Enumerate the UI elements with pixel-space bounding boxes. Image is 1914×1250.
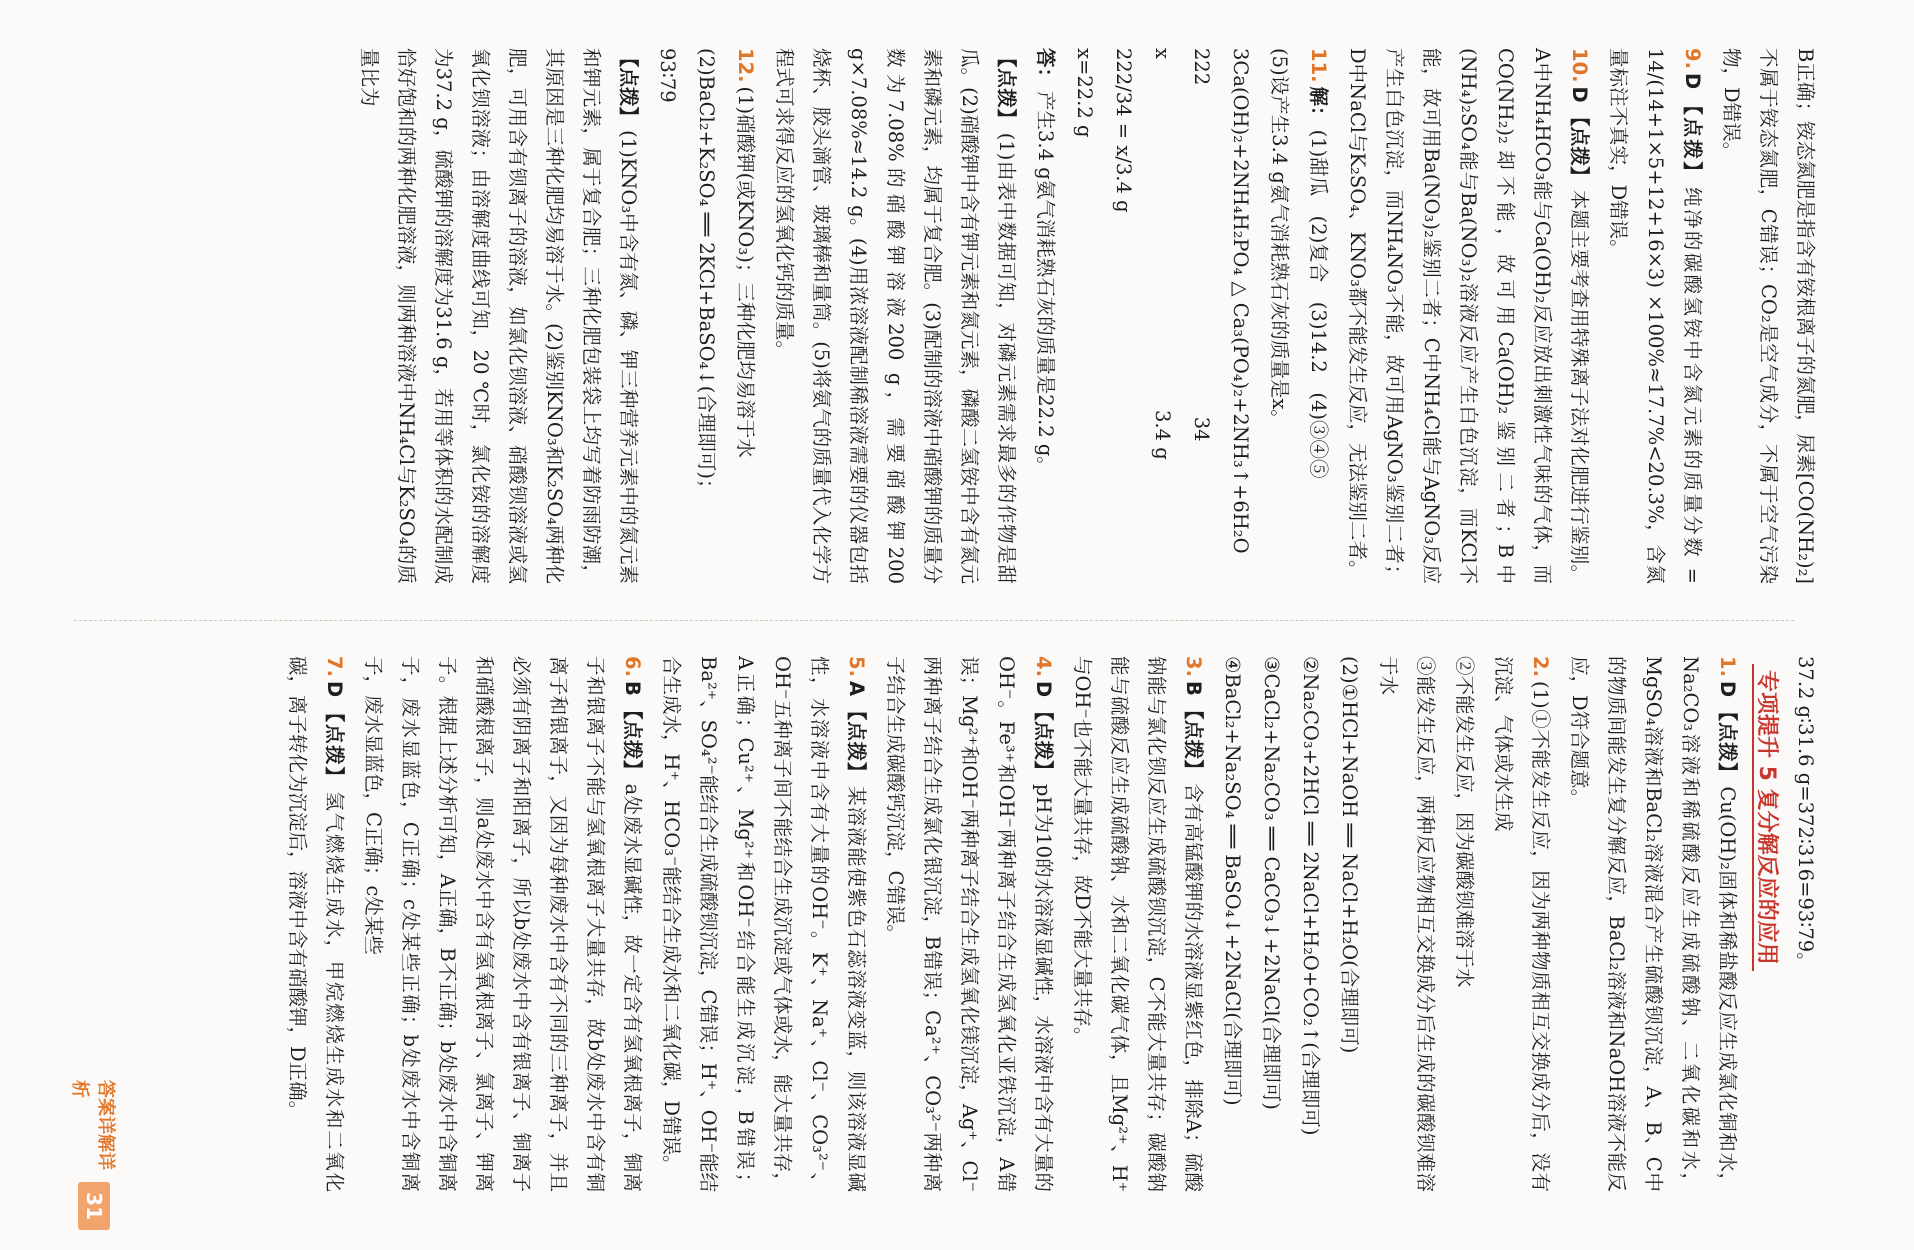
answer-item (1787, 656, 1824, 1192)
answer-text: 3Ca(OH)₂+2NH₄H₂PO₄ △ Ca₃(PO₄)₂+2NH₃↑+6H₂O (1229, 48, 1252, 554)
answer-text: (5)设产生3.4 g氨气消耗熟石灰的质量是x。 (1268, 48, 1291, 429)
answer-text: ④BaCl₂+Na₂SO₄ ══ BaSO₄↓+2NaCl(合理即可) (1221, 656, 1244, 1106)
answer-item (1183, 48, 1220, 584)
answer-item (1600, 48, 1711, 584)
answer-item (355, 656, 651, 1192)
answer-text: B正确；铵态氮肥是指含有铵根离子的氮肥，尿素[CO(NH₂)₂]不属于铵态氮肥，C错误；CO₂是空气成分，不属于空气污染物，D错误。 (1720, 48, 1817, 584)
hint-tag: 【点拨】 (1182, 699, 1205, 780)
answer-text: ③能发生反应，两种反应物相互交换成分后生成的碳酸钡难溶于水 (1377, 656, 1437, 1192)
answer-text: 产生3.4 g氨气消耗熟石灰的质量是22.2 g。 (1034, 91, 1057, 476)
answer-text: (1)①不能发生反应，因为两种物质相互交换成分后，没有沉淀、气体或水生成 (1492, 656, 1552, 1192)
answer-text: 本题主要考查用特殊离子法对化肥进行鉴别。A中NH₄HCO₃能与Ca(OH)₂反应放出刺激性气味的气体，而CO(NH₂)₂却不能，故可用Ca(OH)₂鉴别二者；B中(NH₄)₂SO₄能与Ba(NO₃)₂溶液反应产生白色沉淀，而KCl不能，故可用Ba(NO₃)₂鉴别二者；C中NH₄Cl能与AgNO₃反应产生白色沉淀，而NH₄NO₃不能，故可用AgNO₃鉴别二者；D中NaCl与K₂SO₄、KNO₃都不能发生反应，无法鉴别二者。 (1346, 48, 1591, 584)
hint-tag: 【点拨】 (1681, 93, 1704, 184)
answer-item (1485, 656, 1559, 1192)
hint-tag: 【点拨】 (845, 700, 868, 783)
answer-item (279, 656, 353, 1192)
answer-item (1214, 656, 1251, 1192)
answer-text: 222/34 = x/3.4 g (1112, 48, 1135, 213)
answer-item (766, 48, 1025, 584)
question-number: 12. (734, 48, 757, 83)
answer-text: Cu(OH)₂固体和稀盐酸反应生成氯化铜和水，Na₂CO₃溶液和稀硫酸反应生成硫酸钠、二氧化碳和水，MgSO₄溶液和BaCl₂溶液混合产生硫酸钡沉淀，A、B、C中的物质间能发生复分解反应，BaCl₂溶液和NaOH溶液不能反应，D符合题意。 (1568, 656, 1739, 1192)
right-column (0, 640, 1914, 1208)
footer-label: 答案详解详析 (69, 1080, 116, 1170)
answer-item (727, 48, 764, 584)
answer-text: 氢气燃烧生成水，甲烷燃烧生成水和二氧化碳，离子转化为沉淀后，溶液中含有硝酸钾，D正确。 (286, 656, 346, 1192)
answer-item (653, 656, 875, 1192)
answer-item (1713, 48, 1824, 584)
question-number: 2. (1529, 656, 1552, 677)
left-column (0, 32, 1914, 600)
answer-text: x 3.4 g (1151, 48, 1174, 460)
answer-item (1253, 656, 1290, 1192)
column-divider (74, 620, 1794, 621)
question-number: 3. (1182, 656, 1205, 677)
hint-tag: 【点拨】 (621, 699, 644, 780)
answer-item (877, 656, 1062, 1192)
answer-choice: D (323, 680, 346, 698)
question-number: 5. (845, 656, 868, 677)
answer-text: (2)BaCl₂+K₂SO₄ ══ 2KCl+BaSO₄↓(合理即可)； (695, 48, 718, 499)
answer-item (1370, 656, 1444, 1192)
answer-item (351, 48, 647, 584)
answer-item (1561, 656, 1746, 1192)
answer-choice: 解： (1307, 86, 1330, 126)
answer-text: (1)硝酸钾(或KNO₃)；三种化肥均易溶于水 (734, 86, 757, 458)
question-number: 11. (1307, 48, 1330, 83)
question-number: 6. (621, 656, 644, 677)
answer-choice: B (621, 680, 644, 696)
answer-text: 93∶79 (656, 48, 679, 103)
answer-item (1222, 48, 1259, 584)
answer-item (1292, 656, 1329, 1192)
question-number: 1. (1716, 656, 1739, 677)
answer-item (1066, 48, 1103, 584)
answer-text: (2)①HCl+NaOH ══ NaCl+H₂O(合理即可) (1338, 656, 1361, 1054)
hint-tag: 【点拨】 (617, 48, 640, 127)
answer-text: 222 34 (1190, 48, 1213, 442)
answer-text: 纯净的碳酸氢铵中含氮元素的质量分数 = 14/(14+1×5+12+16×3) ×100%≈17.7%<20.3%，含氮量标注不真实，D错误。 (1607, 48, 1704, 584)
answer-choice: D (1032, 680, 1055, 698)
answer-item (1027, 48, 1064, 584)
question-number: 7. (323, 656, 346, 677)
answer-text: ②不能发生反应，因为碳酸钡难溶于水 (1453, 656, 1476, 988)
page-footer (54, 1080, 134, 1230)
answer-choice: B (1182, 680, 1205, 696)
answer-text: 含有高锰酸钾的水溶液显紫红色，排除A；硫酸钠能与氯化钡反应生成硫酸钡沉淀，C不能大量共存；碳酸钠能与硫酸反应生成硫酸钠、水和二氧化碳气体，且Mg²⁺、H⁺与OH⁻也不能大量共存，故D不能大量共存。 (1071, 656, 1205, 1192)
answer-item (1446, 656, 1483, 1192)
answer-text: a处废水显碱性，故一定含有氢氧根离子，铜离子和银离子不能与氢氧根离子大量共存，故b处废水中含有铜离子和银离子，又因为每种废水中含有不同的三种离子，并且必须有阴离子和阳离子，所以b处废水中含有银离子、铜离子和硝酸根离子，则a处废水中含有氢氧根离子、氯离子、钾离子。根据上述分析可知，A正确，B不正确；b处废水中含铜离子，废水显蓝色，C正确；c处某些正确；b处废水中含铜离子，废水显蓝色，C正确；c处某些 (362, 656, 644, 1192)
answer-item (688, 48, 725, 584)
answer-choice: D (1681, 72, 1704, 90)
section-title: 专项提升 5 复分解反应的应用 (1752, 664, 1779, 971)
hint-tag: 【点拨】 (995, 48, 1018, 129)
answer-choice: D (1568, 86, 1591, 103)
answer-choice: A (845, 680, 868, 697)
question-number: 10. (1568, 48, 1591, 83)
answer-text: 37.2 g∶31.6 g=372∶316=93∶79。 (1794, 656, 1817, 972)
hint-tag: 【点拨】 (1716, 701, 1739, 783)
answer-text: ③CaCl₂+Na₂CO₃ ══ CaCO₃↓+2NaCl(合理即可) (1260, 656, 1283, 1110)
answer-choice: D (1716, 680, 1739, 698)
answer-item (1261, 48, 1298, 584)
answer-item (1144, 48, 1181, 584)
answer-item (1331, 656, 1368, 1192)
question-number: 9. (1681, 48, 1704, 69)
answer-text: ②Na₂CO₃+2HCl ══ 2NaCl+H₂O+CO₂↑(合理即可) (1299, 656, 1322, 1136)
answer-text: (1)由表中数据可知，对磷元素需求最多的作物是甜瓜。(2)硝酸钾中含有钾元素和氮元素，磷酸二氢铵中含有氮元素和磷元素，均属于复合肥。(3)配制的溶液中硝酸钾的质量分数为7.08%的硝酸钾溶液200 g，需要硝酸钾200 g×7.08%≈14.2 g。(4)用浓溶液配制稀溶液需要的仪器包括烧杯、胶头滴管、玻璃棒和量筒。(5)将氨气的质量代入化学方程式可求得反应的氢氧化钙的质量。 (773, 48, 1018, 584)
answer-text: x=22.2 g (1073, 48, 1096, 138)
answer-text: 某溶液能使紫色石蕊溶液变蓝，则该溶液显碱性，水溶液中含有大量的OH⁻。K⁺、Na⁺、Cl⁻、CO₃²⁻、OH⁻五种离子间不能结合生成沉淀或气体或水，能大量共存，A正确；Cu²⁺、Mg²⁺和OH⁻结合能生成沉淀，B错误；Ba²⁺、SO₄²⁻能结合生成硫酸钡沉淀，C错误；H⁺、OH⁻能结合生成水，H⁺、HCO₃⁻能结合生成水和二氧化碳，D错误。 (660, 656, 868, 1192)
question-number: 4. (1032, 656, 1055, 677)
answer-item (649, 48, 686, 584)
page-number: 31 (78, 1182, 110, 1230)
hint-tag: 【点拨】 (323, 701, 346, 788)
answer-text: pH为10的水溶液显碱性，水溶液中含有大量的OH⁻。Fe³⁺和OH⁻两种离子结合生成氢氧化亚铁沉淀，A错误；Mg²⁺和OH⁻两种离子结合生成氢氧化镁沉淀，Ag⁺、Cl⁻两种离子结合生成氯化银沉淀，B错误；Ca²⁺、CO₃²⁻两种离子结合生成碳酸钙沉淀，C错误。 (884, 656, 1055, 1192)
hint-tag: 【点拨】 (1568, 106, 1591, 186)
answer-item (1105, 48, 1142, 584)
answer-item (1300, 48, 1337, 584)
hint-tag: 【点拨】 (1032, 701, 1055, 780)
answer-item (1064, 656, 1212, 1192)
section-heading-row (1748, 656, 1785, 1192)
answer-text: (1)KNO₃中含有氮、磷、钾三种营养元素中的氮元素和钾元素，属于复合肥；三种化肥包装袋上均写着防雨防潮，其原因是三种化肥均易溶于水。(2)鉴别KNO₃和K₂SO₄两种化肥，可用含有钡离子的溶液，如氯化钡溶液、硝酸钡溶液或氢氧化钡溶液；由溶解度曲线可知，20 ℃时，氯化铵的溶解度为37.2 g，硫酸钾的溶解度为31.6 g，若用等体积的水配制成恰好饱和的两种化肥溶液，则两种溶液中NH₄Cl与K₂SO₄的质量比为 (358, 48, 640, 584)
answer-text: (1)甜瓜 (2)复合 (3)14.2 (4)③④⑤ (1307, 129, 1330, 479)
answer-item (1339, 48, 1598, 584)
answer-choice: 答： (1034, 48, 1057, 88)
